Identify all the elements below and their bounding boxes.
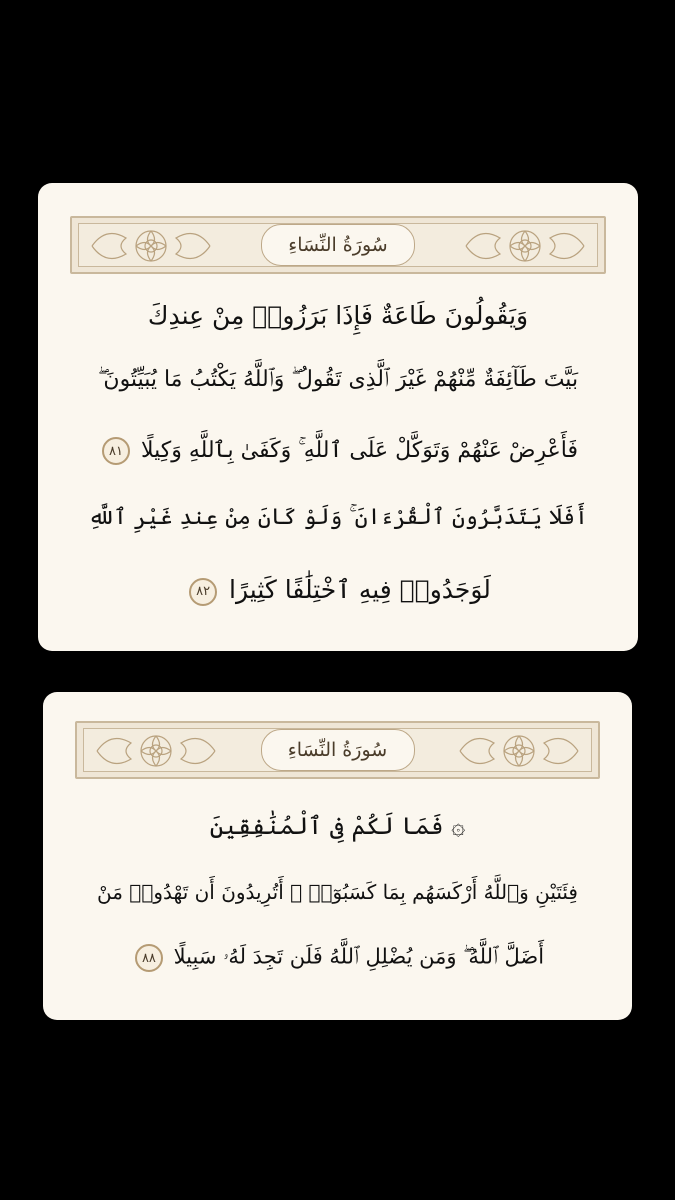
surah-title: سُورَةُ النِّسَاءِ xyxy=(287,739,388,761)
floral-ornament-right-icon xyxy=(454,725,584,777)
verse-line: أَضَلَّ ٱللَّهُ ۖ وَمَن يُضْلِلِ ٱللَّهُ فَلَن تَجِدَ لَهُۥ سَبِيلًا ٨٨ xyxy=(43,944,632,972)
ayah-number-marker: ٨٨ xyxy=(135,944,163,972)
verse-line: فِئَتَيْنِ وَٱللَّهُ أَرْكَسَهُم بِمَا كَسَبُوٓا۟ ۚ أَتُرِيدُونَ أَن تَهْدُوا۟ مَنْ xyxy=(97,880,578,904)
ayah-number-marker: ٨١ xyxy=(102,437,130,465)
verse-line: وَيَقُولُونَ طَاعَةٌ فَإِذَا بَرَزُوا۟ مِنْ عِندِكَ xyxy=(147,301,529,330)
surah-title-frame xyxy=(261,224,415,266)
verse-line: بَيَّتَ طَآئِفَةٌ مِّنْهُمْ غَيْرَ ٱلَّذِى تَقُولُ ۖ وَٱللَّهُ يَكْتُبُ مَا يُبَيِّتُونَ ۖ xyxy=(97,367,579,392)
surah-title: سُورَةُ النِّسَاءِ xyxy=(288,234,388,256)
quran-page-card-2 xyxy=(43,692,632,1020)
surah-title-frame xyxy=(261,729,415,771)
verse-line: ۞ فَمَا لَكُمْ فِى ٱلْمُنَٰفِقِينَ xyxy=(209,812,466,840)
verse-line: لَوَجَدُوا۟ فِيهِ ٱخْتِلَٰفًا كَثِيرًا ٨٢ xyxy=(38,575,638,606)
verse-line: فَأَعْرِضْ عَنْهُمْ وَتَوَكَّلْ عَلَى ٱللَّهِ ۚ وَكَفَىٰ بِٱللَّهِ وَكِيلًا ٨١ xyxy=(38,437,638,465)
floral-ornament-left-icon xyxy=(91,725,221,777)
quran-page-card-1 xyxy=(38,183,638,651)
floral-ornament-left-icon xyxy=(86,220,216,272)
floral-ornament-right-icon xyxy=(460,220,590,272)
verse-line: أَفَلَا يَتَدَبَّرُونَ ٱلْقُرْءَانَ ۚ وَلَوْ كَانَ مِنْ عِندِ غَيْرِ ٱللَّهِ xyxy=(88,505,588,530)
surah-header-banner xyxy=(70,216,606,274)
surah-header-banner xyxy=(75,721,600,779)
ayah-number-marker: ٨٢ xyxy=(189,578,217,606)
